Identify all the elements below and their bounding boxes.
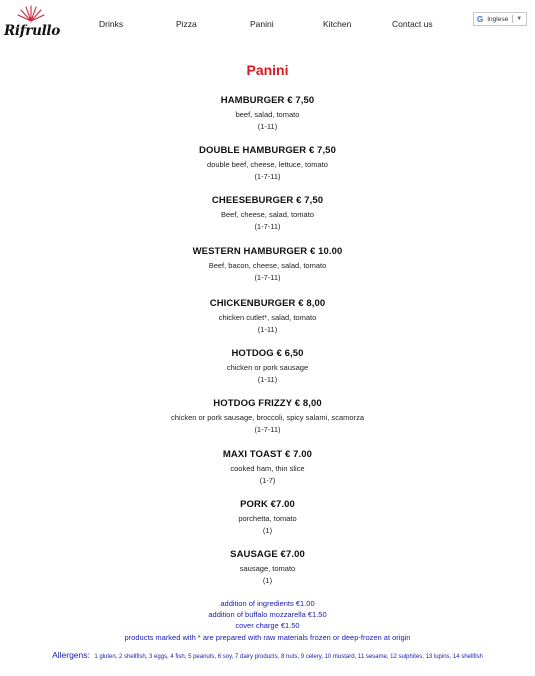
note-cover-charge: cover charge €1.50 <box>235 621 300 631</box>
menu-item-allergens: (1-11) <box>257 122 278 131</box>
menu-item-allergens: (1-7-11) <box>254 222 281 231</box>
nav-item-panini[interactable]: Panini <box>250 19 274 29</box>
menu-item-description: beef, salad, tomato <box>235 110 300 119</box>
menu-item-allergens: (1-7-11) <box>254 425 281 434</box>
price-notes <box>0 598 535 643</box>
menu-item <box>0 499 535 537</box>
site-header <box>0 0 535 50</box>
menu-item-allergens: (1) <box>262 576 273 585</box>
note-ingredients: addition of ingredients €1.00 <box>220 599 315 608</box>
menu-item-name: SAUSAGE €7.00 <box>230 549 305 560</box>
menu-item-allergens: (1-11) <box>257 325 278 334</box>
menu-item-name: WESTERN HAMBURGER € 10.00 <box>192 246 343 257</box>
menu-item <box>0 549 535 587</box>
menu-item-description: porchetta, tomato <box>238 514 297 523</box>
menu-item <box>0 195 535 233</box>
language-select-value: Inglese <box>487 15 509 23</box>
menu-item-description: chicken or pork sausage <box>226 363 309 372</box>
menu-item-description: Beef, bacon, cheese, salad, tomato <box>208 261 327 270</box>
note-frozen-products: products marked with * are prepared with raw materials frozen or deep-frozen at origin <box>124 632 411 642</box>
language-select[interactable] <box>473 12 527 26</box>
menu-item-name: CHICKENBURGER € 8,00 <box>209 298 326 309</box>
note-buffalo-mozzarella: addition of buffalo mozzarella €1.50 <box>208 610 327 620</box>
chevron-down-icon: ▼ <box>516 16 523 22</box>
menu-item-allergens: (1-11) <box>257 375 278 384</box>
menu-item <box>0 398 535 436</box>
nav-item-drinks[interactable]: Drinks <box>99 19 124 29</box>
menu-item <box>0 449 535 487</box>
menu-item-name: HAMBURGER € 7,50 <box>220 95 315 106</box>
menu-item-description: chicken cutlet*, salad, tomato <box>218 313 317 322</box>
nav-item-kitchen[interactable]: Kitchen <box>323 19 352 29</box>
menu-item-description: sausage, tomato <box>239 564 296 573</box>
menu-item-name: HOTDOG FRIZZY € 8,00 <box>213 398 322 409</box>
logo-text: Rifrullo <box>4 23 60 39</box>
menu-item <box>0 298 535 336</box>
allergens-legend <box>0 648 535 663</box>
page-title: Panini <box>246 62 289 78</box>
menu-item <box>0 348 535 386</box>
menu-item-description: double beef, cheese, lettuce, tomato <box>207 160 328 169</box>
menu-item-allergens: (1-7-11) <box>254 273 281 282</box>
allergens-list: 1 gluten, 2 shellfish, 3 eggs, 4 fish, 5 peanuts, 6 soy, 7 dairy products, 8 nuts, 9 celery, 10 mustard, 11 sesame, 12 sulphites, 13 lupins, 14 shellfish <box>94 654 483 660</box>
main-nav <box>0 19 535 33</box>
menu-item-description: Beef, cheese, salad, tomato <box>221 210 314 219</box>
menu-item <box>0 145 535 183</box>
menu-item <box>0 95 535 133</box>
menu-item <box>0 246 535 284</box>
nav-item-contact-us[interactable]: Contact us <box>392 19 433 29</box>
menu-item-name: CHEESEBURGER € 7,50 <box>211 195 324 206</box>
menu-item-allergens: (1-7-11) <box>254 172 281 181</box>
menu-item-name: MAXI TOAST € 7.00 <box>222 449 313 460</box>
google-g-icon: G <box>477 14 484 24</box>
menu-item-allergens: (1) <box>262 526 273 535</box>
menu-item-description: chicken or pork sausage, broccoli, spicy salami, scamorza <box>171 413 364 422</box>
menu-item-name: DOUBLE HAMBURGER € 7,50 <box>199 145 336 156</box>
nav-item-pizza[interactable]: Pizza <box>176 19 197 29</box>
menu-item-name: HOTDOG € 6,50 <box>231 348 304 359</box>
menu-item-allergens: (1-7) <box>259 476 276 485</box>
menu-item-description: cooked ham, thin slice <box>230 464 305 473</box>
menu-item-name: PORK €7.00 <box>240 499 295 510</box>
language-select-divider <box>512 15 513 23</box>
allergens-label: Allergens: <box>52 650 90 660</box>
